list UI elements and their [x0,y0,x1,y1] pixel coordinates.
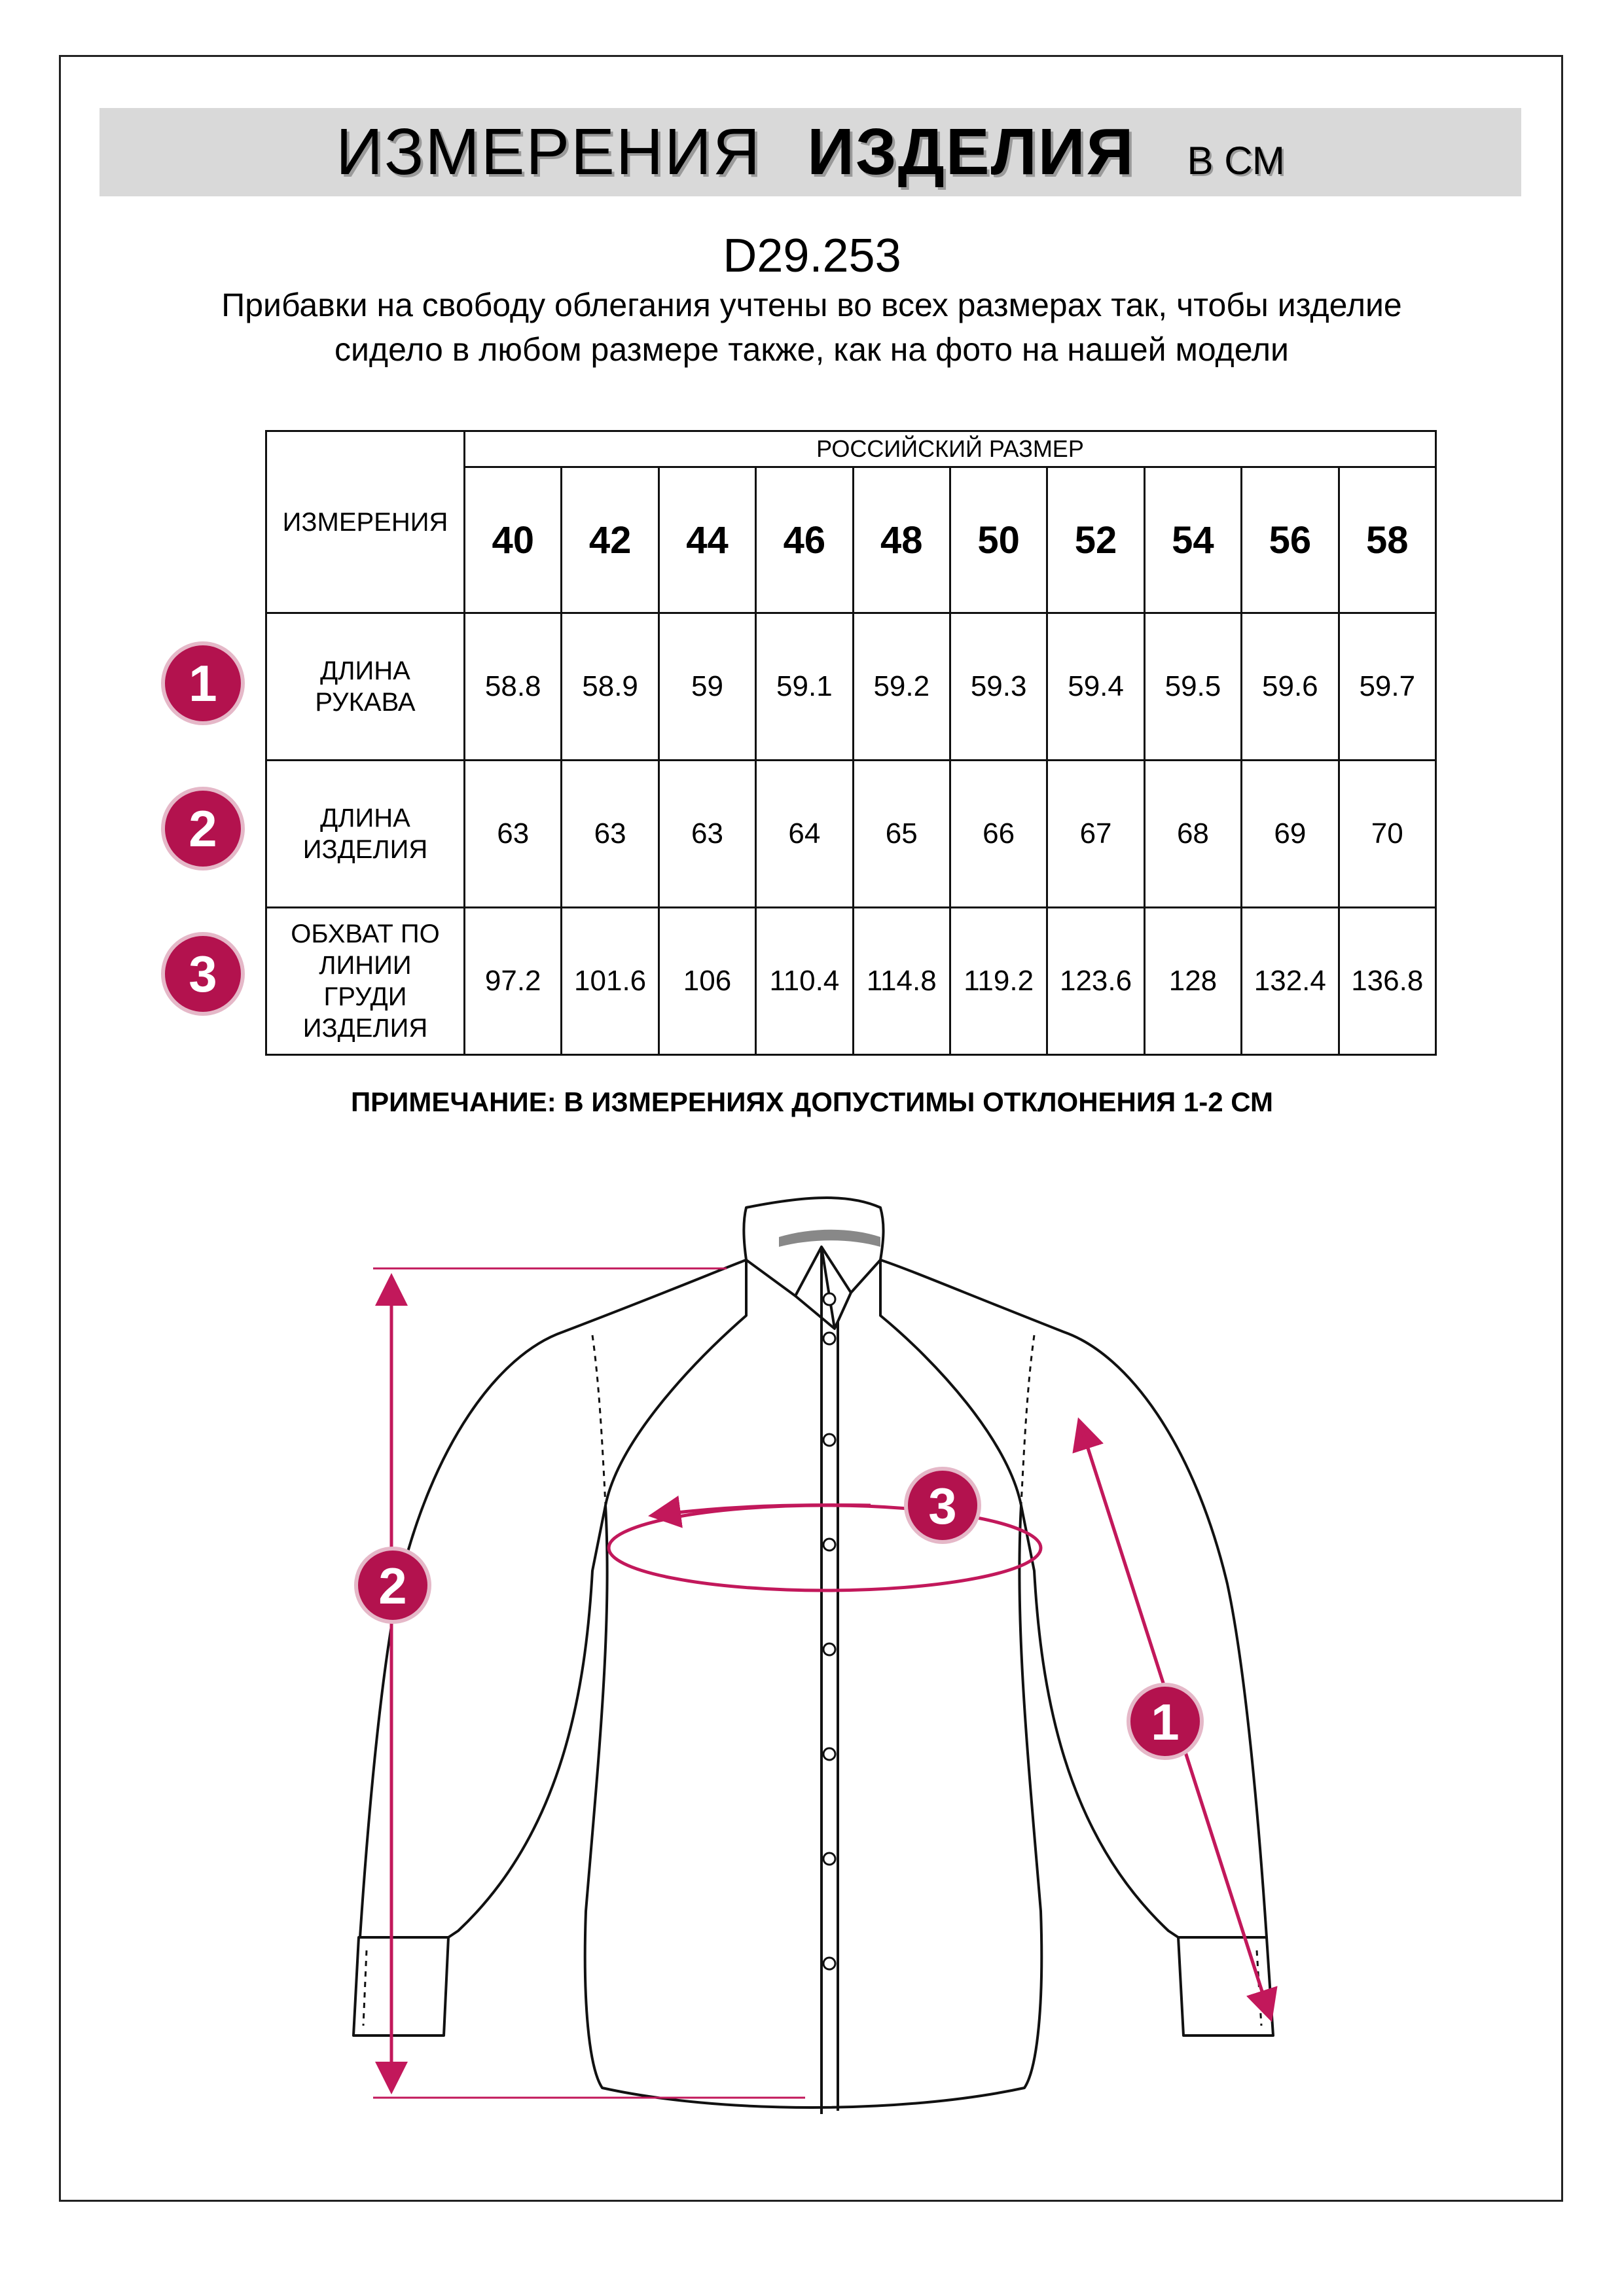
row-label: ДЛИНА РУКАВА [266,613,465,761]
title-banner [99,108,1521,196]
size-cell: 58 [1339,467,1435,613]
value-cell: 63 [465,761,562,908]
value-cell: 64 [756,761,853,908]
table-row [266,613,1436,761]
row-number-badge: 2 [161,787,245,870]
value-cell: 59.4 [1047,613,1144,761]
title-unit: В СМ [1187,139,1285,183]
size-cell: 46 [756,467,853,613]
row-label: ДЛИНА ИЗДЕЛИЯ [266,761,465,908]
title-light: ИЗМЕРЕНИЯ [336,115,762,188]
title-bold: ИЗДЕЛИЯ [807,115,1135,188]
value-cell: 132.4 [1242,908,1339,1055]
shirt-outline [353,1198,1273,2114]
value-cell: 106 [659,908,755,1055]
size-cell: 52 [1047,467,1144,613]
size-table [265,430,1437,1056]
value-cell: 101.6 [562,908,659,1055]
diagram-badge-sleeve [1128,1685,1202,1758]
size-cell: 44 [659,467,755,613]
value-cell: 136.8 [1339,908,1435,1055]
value-cell: 67 [1047,761,1144,908]
value-cell: 59.7 [1339,613,1435,761]
value-cell: 58.9 [562,613,659,761]
fit-note: Прибавки на свободу облегания учтены во всех размерах так, чтобы изделие сидело в любом размере также, как на фото на нашей модели [221,287,1402,368]
value-cell: 59.3 [950,613,1047,761]
value-cell: 128 [1144,908,1241,1055]
size-cell: 42 [562,467,659,613]
value-cell: 59.2 [853,613,950,761]
value-cell: 59.1 [756,613,853,761]
value-cell: 66 [950,761,1047,908]
size-cell: 56 [1242,467,1339,613]
value-cell: 65 [853,761,950,908]
row-number-badge: 1 [161,641,245,725]
value-cell: 68 [1144,761,1241,908]
size-cell: 50 [950,467,1047,613]
value-cell: 119.2 [950,908,1047,1055]
value-cell: 69 [1242,761,1339,908]
size-cell: 54 [1144,467,1241,613]
value-cell: 123.6 [1047,908,1144,1055]
value-cell: 63 [562,761,659,908]
size-cell: 40 [465,467,562,613]
row-number-badge: 3 [161,932,245,1016]
svg-text:2: 2 [378,1557,407,1615]
table-row [266,761,1436,908]
value-cell: 70 [1339,761,1435,908]
diagram-badge-length [356,1549,429,1622]
value-cell: 63 [659,761,755,908]
shirt-diagram [0,1165,1624,2186]
svg-text:1: 1 [1151,1693,1180,1751]
value-cell: 59.6 [1242,613,1339,761]
diagram-badge-chest [906,1469,979,1542]
shirt-buttons [823,1293,835,1969]
value-cell: 58.8 [465,613,562,761]
tolerance-remark: ПРИМЕЧАНИЕ: В ИЗМЕРЕНИЯХ ДОПУСТИМЫ ОТКЛОНЕНИЯ 1-2 СМ [350,1086,1274,1117]
measure-header: ИЗМЕРЕНИЯ [266,431,465,613]
svg-text:3: 3 [928,1477,957,1535]
table-row [266,908,1436,1055]
size-header: РОССИЙСКИЙ РАЗМЕР [465,431,1436,467]
product-code: D29.253 [723,230,901,282]
value-cell: 59.5 [1144,613,1241,761]
length-measure [373,1268,805,2098]
value-cell: 59 [659,613,755,761]
collar-band [779,1230,880,1247]
size-cell: 48 [853,467,950,613]
value-cell: 114.8 [853,908,950,1055]
value-cell: 110.4 [756,908,853,1055]
row-label: ОБХВАТ ПО ЛИНИИ ГРУДИ ИЗДЕЛИЯ [266,908,465,1055]
value-cell: 97.2 [465,908,562,1055]
